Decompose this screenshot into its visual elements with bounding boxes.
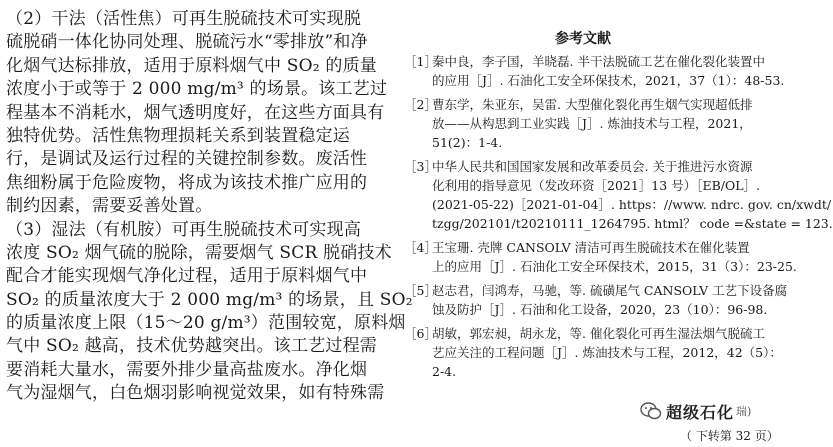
- reference-line: 上的应用［J］. 石油化工安全环保技术，2015，31（3）：23-25.: [432, 259, 797, 274]
- text-line: （2）干法（活性焦）可再生脱硫技术可实现脱: [6, 9, 362, 29]
- reference-line: 放——从构思到工业实践［J］. 炼油技术与工程，2021，: [432, 116, 752, 131]
- text-line: 气中 SO₂ 越高，技术优势越突出。该工艺过程需: [6, 336, 378, 357]
- reference-number: ［3］: [404, 159, 437, 174]
- text-line: 独特优势。活性焦物理损耗关系到装置稳定运: [6, 125, 350, 146]
- reference-line: 胡敏，郭宏昶，胡永龙，等. 催化裂化可再生湿法烟气脱硫工: [432, 326, 765, 341]
- body-text-column: [6, 8, 413, 406]
- text-line: 制约因素，需要妥善处置。: [6, 196, 213, 217]
- text-line: 行，是调试及运行过程的关键控制参数。废活性: [6, 149, 368, 170]
- reference-line: tzgg/202101/t20210111_1264795. html？ code =&state = 123.: [432, 216, 833, 231]
- reference-line: 蚀及防护［J］. 石油和化工设备，2020，23（10）：96-98.: [432, 302, 768, 317]
- reference-line: 赵志君，闫鸿寿，马驰，等. 硫磺尾气 CANSOLV 工艺下设备腐: [432, 283, 788, 298]
- text-line: 气为湿烟气，白色烟羽影响视觉效果，如有特殊需: [6, 383, 385, 404]
- text-line: SO₂ 的质量浓度大于 2 000 mg/m³ 的场景，且 SO₂: [6, 289, 413, 310]
- reference-line: 化利用的指导意见（发改环资［2021］13 号）［EB/OL］.: [432, 178, 760, 193]
- reference-line: 的应用［J］. 石油化工安全环保技术，2021，37（1）：48-53.: [432, 73, 785, 88]
- reference-line: 艺应关注的工程问题［J］. 炼油技术与工程，2012，42（5）：: [432, 345, 782, 360]
- text-line: 配合才能实现烟气净化过程，适用于原料烟气中: [6, 266, 368, 287]
- reference-number: ［4］: [404, 240, 437, 255]
- reference-line: 2-4.: [432, 364, 457, 379]
- text-line: 化烟气达标排放，适用于原料烟气中 SO₂ 的质量: [6, 55, 378, 76]
- reference-number: ［6］: [404, 326, 437, 341]
- text-line: 浓度小于或等于 2 000 mg/m³ 的场景。该工艺过: [6, 79, 388, 100]
- watermark-logo: [640, 400, 772, 422]
- continued-on-page-note: （ 下转第 32 页）: [680, 429, 779, 443]
- reference-line: 中华人民共和国国家发展和改革委员会. 关于推进污水资源: [432, 159, 753, 174]
- references-title: 参考文献: [555, 31, 611, 47]
- reference-item: [398, 324, 782, 381]
- reference-item: [398, 281, 788, 319]
- reference-item: [398, 238, 797, 276]
- reference-number: ［2］: [404, 97, 437, 112]
- text-line: 程基本不消耗水，烟气透明度好，在这些方面具有: [6, 102, 385, 123]
- text-line: 硫脱硝一体化协同处理、脱硫污水“零排放”和净: [6, 32, 368, 53]
- references-section: [398, 28, 833, 386]
- text-line: 焦细粉属于危险废物，将成为该技术推广应用的: [6, 172, 368, 193]
- wechat-icon: [640, 401, 662, 421]
- watermark-suffix: 瑞): [736, 405, 752, 418]
- reference-item: [398, 157, 833, 233]
- reference-line: 51(2)：1-4.: [432, 135, 503, 150]
- text-line: 要消耗大量水，需要外排少量高盐废水。净化烟: [6, 359, 368, 380]
- watermark-text: 超级石化: [666, 402, 735, 422]
- reference-line: 王宝珊. 壳牌 CANSOLV 清洁可再生脱硫技术在催化装置: [432, 240, 750, 255]
- reference-line: (2021-05-22)［2021-01-04］. https：//www. ndrc. gov. cn/xwdt/: [432, 197, 832, 212]
- reference-number: ［1］: [404, 54, 437, 69]
- text-line: 的质量浓度上限（15～20 g/m³）范围较宽，原料烟: [6, 313, 406, 334]
- reference-number: ［5］: [404, 283, 437, 298]
- reference-item: [398, 95, 768, 152]
- reference-line: 秦中良，李子国，羊晓磊. 半干法脱硫工艺在催化裂化装置中: [432, 54, 765, 69]
- text-line: （3）湿法（有机胺）可再生脱硫技术可实现高: [6, 219, 362, 240]
- text-line: 浓度 SO₂ 烟气硫的脱除，需要烟气 SCR 脱硝技术: [6, 242, 392, 263]
- reference-line: 曹东学，朱亚东，吴雷. 大型催化裂化再生烟气实现超低排: [432, 97, 753, 112]
- reference-item: [398, 52, 785, 90]
